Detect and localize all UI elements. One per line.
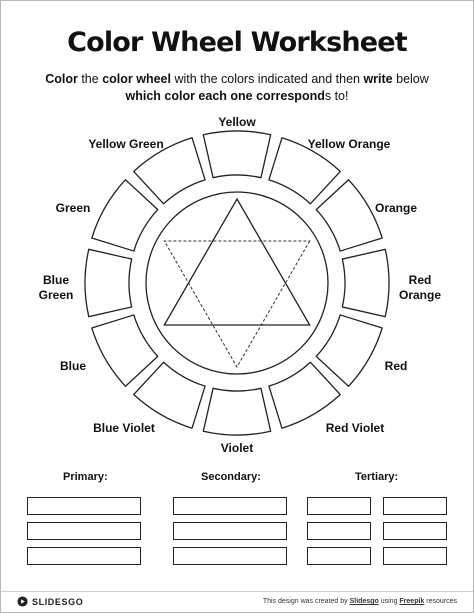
instr-word-write: write: [363, 72, 393, 86]
credit-suffix: resources: [424, 598, 457, 605]
wheel-segment[interactable]: [269, 362, 340, 428]
wheel-segment[interactable]: [316, 315, 382, 386]
label-red-violet: Red Violet: [325, 421, 385, 435]
label-green: Green: [55, 201, 91, 215]
slidesgo-logo-icon: [17, 596, 28, 607]
label-yellow: Yellow: [218, 115, 256, 129]
wheel-segment[interactable]: [85, 249, 132, 316]
instr-text-1: the: [77, 72, 103, 86]
primary-triangle: [164, 199, 309, 325]
secondary-answer-box-3[interactable]: [173, 547, 287, 565]
wheel-segment[interactable]: [342, 249, 389, 316]
wheel-segment[interactable]: [92, 315, 158, 386]
instr-which-color: which color each one correspond: [125, 89, 325, 103]
tertiary-answer-box-1[interactable]: [307, 497, 371, 515]
tertiary-answer-box-3[interactable]: [307, 547, 371, 565]
label-blue: Blue: [59, 359, 86, 373]
instr-text-3: below: [392, 72, 429, 86]
secondary-answer-box-1[interactable]: [173, 497, 287, 515]
credit-text: [263, 598, 457, 605]
credit-prefix: This design was created by: [262, 598, 350, 605]
label-red: Red: [384, 359, 408, 373]
instr-text-4: s to!: [324, 89, 349, 103]
tertiary-answer-box-6[interactable]: [383, 547, 447, 565]
primary-answer-box-3[interactable]: [27, 547, 141, 565]
page-title: Color Wheel Worksheet: [67, 27, 407, 58]
tertiary-label: Tertiary:: [355, 471, 399, 483]
inner-circle: [146, 192, 328, 374]
label-yellow-orange: Yellow Orange: [307, 137, 391, 151]
tertiary-answer-box-2[interactable]: [307, 522, 371, 540]
primary-answer-box-1[interactable]: [27, 497, 141, 515]
primary-label: Primary:: [63, 471, 108, 483]
tertiary-answer-box-5[interactable]: [383, 522, 447, 540]
credit-link-slidesgo[interactable]: Slidesgo: [349, 598, 379, 605]
label-blue-green: Blue Green: [38, 273, 74, 302]
instr-word-color-wheel: color wheel: [102, 72, 171, 86]
credit-link-freepik[interactable]: Freepik: [399, 598, 425, 605]
tertiary-answer-box-4[interactable]: [383, 497, 447, 515]
label-orange: Orange: [374, 201, 417, 215]
brand-name: SLIDESGO: [32, 597, 84, 607]
secondary-answer-box-2[interactable]: [173, 522, 287, 540]
brand-logo[interactable]: [17, 596, 83, 607]
label-yellow-green: Yellow Green: [88, 137, 164, 151]
secondary-label: Secondary:: [201, 471, 261, 483]
footer: [1, 591, 473, 613]
wheel-segments: [85, 131, 389, 435]
instr-word-color: Color: [45, 72, 78, 86]
instr-text-2: with the colors indicated and then: [170, 72, 364, 86]
credit-mid: using: [378, 598, 400, 605]
wheel-segment[interactable]: [203, 131, 270, 178]
label-violet: Violet: [220, 441, 254, 455]
wheel-segment[interactable]: [203, 388, 270, 435]
label-red-orange: Red Orange: [398, 273, 441, 302]
wheel-segment[interactable]: [134, 362, 205, 428]
secondary-triangle-dashed: [164, 241, 309, 367]
label-blue-violet: Blue Violet: [93, 421, 155, 435]
primary-answer-box-2[interactable]: [27, 522, 141, 540]
